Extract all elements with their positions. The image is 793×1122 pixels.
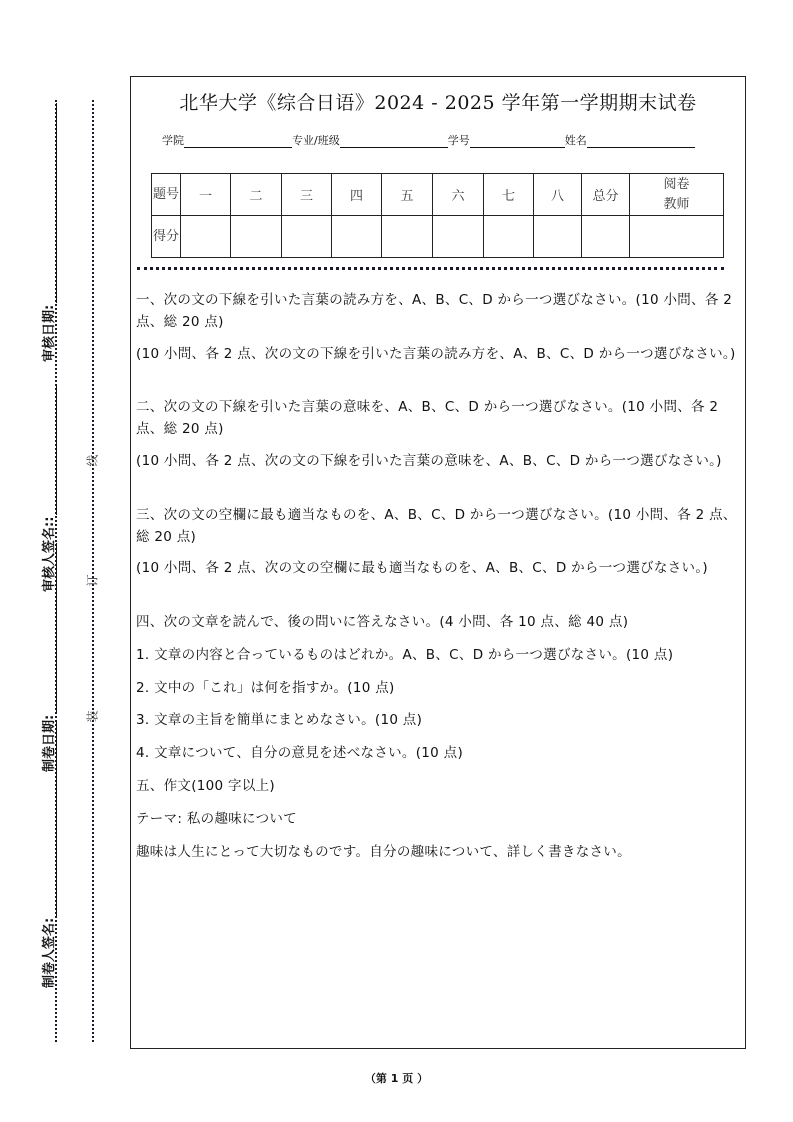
header-cell: 四	[332, 174, 382, 216]
section-separator	[137, 267, 724, 270]
maker-signature-line[interactable]	[55, 721, 57, 916]
major-label: 专业/班级	[292, 134, 340, 147]
section-4-instruction: 四、次の文章を読んで、後の問いに答えなさい。(4 小問、各 10 点、総 40 点)	[136, 614, 629, 630]
score-cell[interactable]	[181, 216, 231, 258]
page-title: 北华大学《综合日语》2024 - 2025 学年第一学期期末试卷	[179, 92, 697, 114]
essay-theme: テーマ: 私の趣味について	[136, 811, 297, 827]
college-label: 学院	[162, 134, 184, 147]
score-cell[interactable]	[534, 216, 582, 258]
header-cell: 总分	[582, 174, 630, 216]
major-input[interactable]	[340, 135, 448, 148]
section-1-instruction: 一、次の文の下線を引いた言葉の読み方を、A、B、C、D から一つ選びなさい。(10 小問、各 2 点、総 20 点)	[136, 292, 733, 330]
row-label: 得分	[152, 216, 181, 258]
score-cell[interactable]	[231, 216, 282, 258]
row-label: 题号	[152, 174, 181, 216]
section-3-note: (10 小問、各 2 点、次の文の空欄に最も適当なものを、A、B、C、D から一つ選びなさい。)	[136, 560, 708, 576]
section-1-note: (10 小問、各 2 点、次の文の下線を引いた言葉の読み方を、A、B、C、D から一つ選びなさい。)	[136, 346, 736, 362]
reviewer-signature-label: 审核人签名::	[42, 516, 57, 592]
binding-dotted-line-inner	[92, 100, 94, 1042]
header-cell: 八	[534, 174, 582, 216]
binding-mark-zhuang: 装	[85, 710, 100, 723]
question-number-row	[152, 174, 724, 216]
score-cell[interactable]	[382, 216, 433, 258]
header-cell: 五	[382, 174, 433, 216]
section-4-question-1: 1. 文章の内容と合っているものはどれか。A、B、C、D から一つ選びなさい。(10 点)	[136, 647, 674, 663]
header-cell: 七	[484, 174, 534, 216]
section-5-instruction: 五、作文(100 字以上)	[136, 778, 275, 794]
header-cell: 三	[282, 174, 332, 216]
maker-signature-label: 制卷人签名:	[42, 917, 57, 988]
page-number: （第 1 页 ）	[364, 1072, 429, 1085]
score-cell[interactable]	[484, 216, 534, 258]
section-4-question-2: 2. 文中の「これ」は何を指すか。(10 点)	[136, 680, 395, 696]
score-table	[151, 173, 724, 258]
maker-date-line[interactable]	[55, 543, 57, 713]
section-2-instruction: 二、次の文の下線を引いた言葉の意味を、A、B、C、D から一つ選びなさい。(10 小問、各 2 点、総 20 点)	[136, 399, 719, 437]
reviewer-date-line[interactable]	[55, 103, 57, 303]
essay-prompt: 趣味は人生にとって大切なものです。自分の趣味について、詳しく書きなさい。	[136, 844, 631, 860]
header-cell: 二	[231, 174, 282, 216]
reviewer-signature-line[interactable]	[55, 385, 57, 515]
student-info-fields	[162, 132, 695, 148]
section-2-note: (10 小問、各 2 点、次の文の下線を引いた言葉の意味を、A、B、C、D から一つ選びなさい。)	[136, 453, 722, 469]
student-id-input[interactable]	[470, 135, 565, 148]
binding-mark-xian: 线	[85, 454, 100, 467]
binding-mark-ding: 订	[85, 574, 100, 587]
score-row	[152, 216, 724, 258]
section-3-instruction: 三、次の文の空欄に最も適当なものを、A、B、C、D から一つ選びなさい。(10 小問、各 2 点、総 20 点)	[136, 507, 737, 545]
maker-signature-field	[38, 721, 57, 988]
student-id-label: 学号	[447, 134, 470, 147]
header-cell: 一	[181, 174, 231, 216]
header-cell: 阅卷教师	[630, 174, 724, 216]
score-cell[interactable]	[433, 216, 484, 258]
reviewer-date-label: 审核日期:	[42, 304, 57, 362]
name-label: 姓名	[564, 134, 587, 147]
reviewer-date-field	[38, 103, 57, 362]
score-cell[interactable]	[630, 216, 724, 258]
header-cell: 六	[433, 174, 484, 216]
section-4-question-4: 4. 文章について、自分の意見を述べなさい。(10 点)	[136, 745, 464, 761]
section-4-question-3: 3. 文章の主旨を簡単にまとめなさい。(10 点)	[136, 712, 423, 728]
score-cell[interactable]	[582, 216, 630, 258]
college-input[interactable]	[184, 135, 292, 148]
score-cell[interactable]	[282, 216, 332, 258]
name-input[interactable]	[587, 135, 695, 148]
score-cell[interactable]	[332, 216, 382, 258]
maker-date-label: 制卷日期:	[42, 714, 57, 772]
